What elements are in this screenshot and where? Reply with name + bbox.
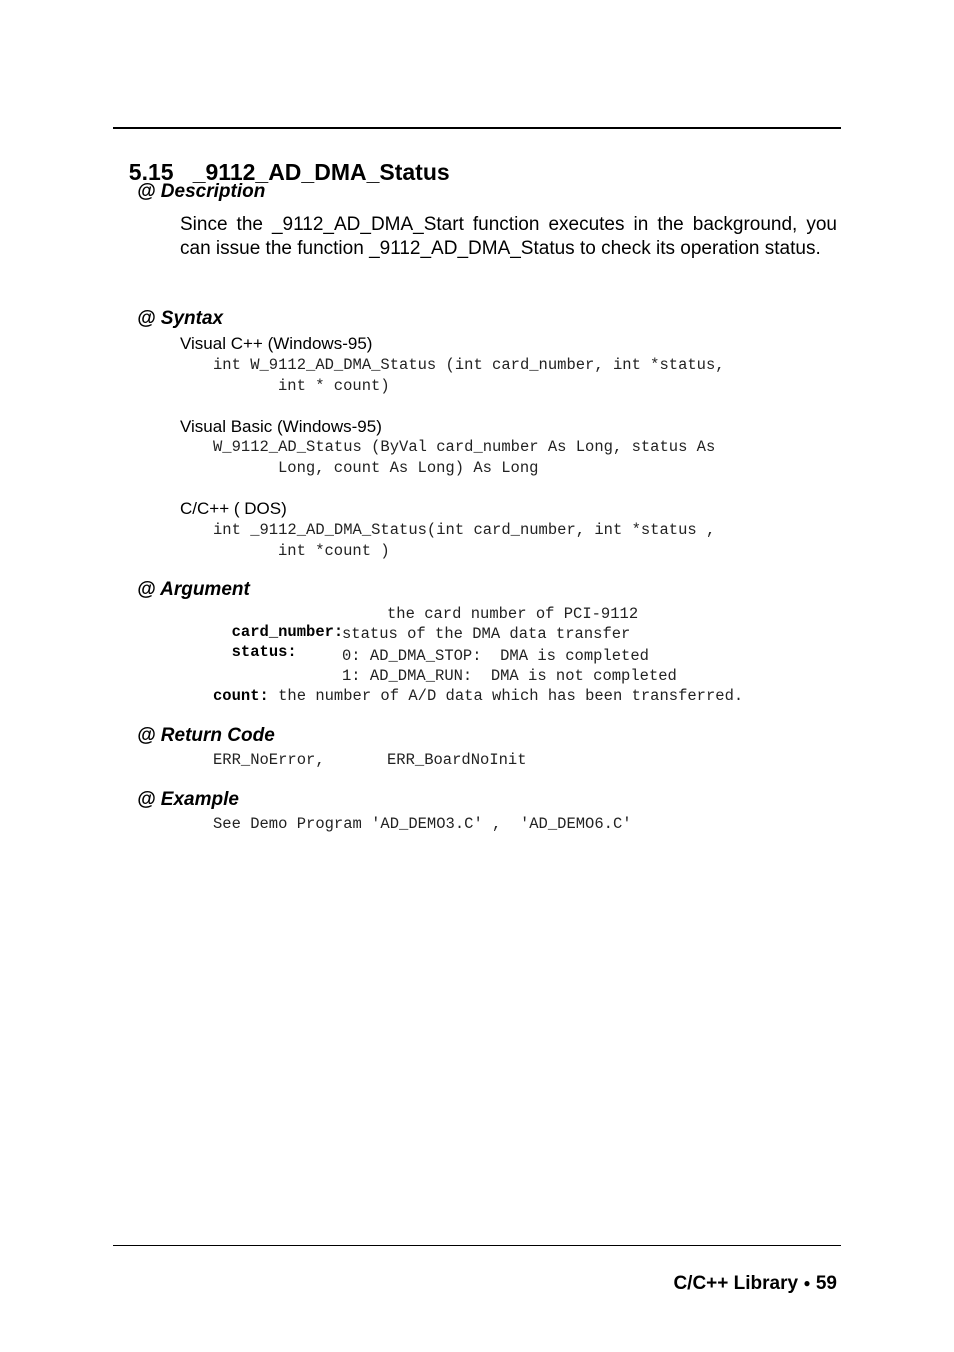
syntax-vb-line2: Long, count As Long) As Long xyxy=(278,459,539,477)
footer-rule xyxy=(113,1245,841,1246)
description-heading: @ Description xyxy=(137,181,266,202)
arg-count-name: count: xyxy=(213,687,269,705)
syntax-heading: @ Syntax xyxy=(137,308,224,329)
section-name: _9112_AD_DMA_Status xyxy=(192,159,450,185)
arg-count xyxy=(213,687,743,705)
arg-card-number-desc: the card number of PCI-9112 xyxy=(387,605,639,623)
arg-status-name: status: xyxy=(231,643,297,661)
syntax-dos-line1: int _9112_AD_DMA_Status(int card_number, int *status , xyxy=(213,521,716,539)
section-title xyxy=(116,132,450,186)
syntax-vb-label: Visual Basic (Windows-95) xyxy=(180,417,382,436)
return-code-2: ERR_BoardNoInit xyxy=(387,751,527,769)
arg-status-desc: status of the DMA data transfer xyxy=(342,625,631,643)
arg-status-opt0: 0: AD_DMA_STOP: DMA is completed xyxy=(342,647,649,665)
syntax-vc-label: Visual C++ (Windows-95) xyxy=(180,334,373,353)
argument-heading: @ Argument xyxy=(137,579,250,600)
page-number: 59 xyxy=(815,1273,837,1294)
syntax-dos-label: C/C++ ( DOS) xyxy=(180,499,287,518)
arg-status-opt1: 1: AD_DMA_RUN: DMA is not completed xyxy=(342,667,677,685)
example-heading: @ Example xyxy=(137,789,239,810)
syntax-dos-line2: int *count ) xyxy=(278,542,390,560)
return-code-1: ERR_NoError, xyxy=(213,751,325,769)
arg-count-desc: the number of A/D data which has been transferred. xyxy=(268,687,744,705)
top-rule xyxy=(113,127,841,129)
description-text: Since the _9112_AD_DMA_Start function executes in the background, you can issue the function _9112_AD_DMA_Status to check its operation status. xyxy=(180,214,837,259)
example-text: See Demo Program 'AD_DEMO3.C' , 'AD_DEMO6.C' xyxy=(213,815,632,833)
arg-card-number-name: card_number: xyxy=(231,623,344,641)
syntax-vc-line2: int * count) xyxy=(278,377,390,395)
arg-status xyxy=(213,625,297,661)
page-footer xyxy=(663,1251,837,1295)
return-code-heading: @ Return Code xyxy=(137,725,275,746)
bullet-icon: ● xyxy=(803,1276,811,1290)
footer-label: C/C++ Library xyxy=(673,1273,799,1294)
syntax-vc-line1: int W_9112_AD_DMA_Status (int card_number, int *status, xyxy=(213,356,725,374)
syntax-vb-line1: W_9112_AD_Status (ByVal card_number As Long, status As xyxy=(213,438,716,456)
section-number: 5.15 xyxy=(128,159,174,185)
